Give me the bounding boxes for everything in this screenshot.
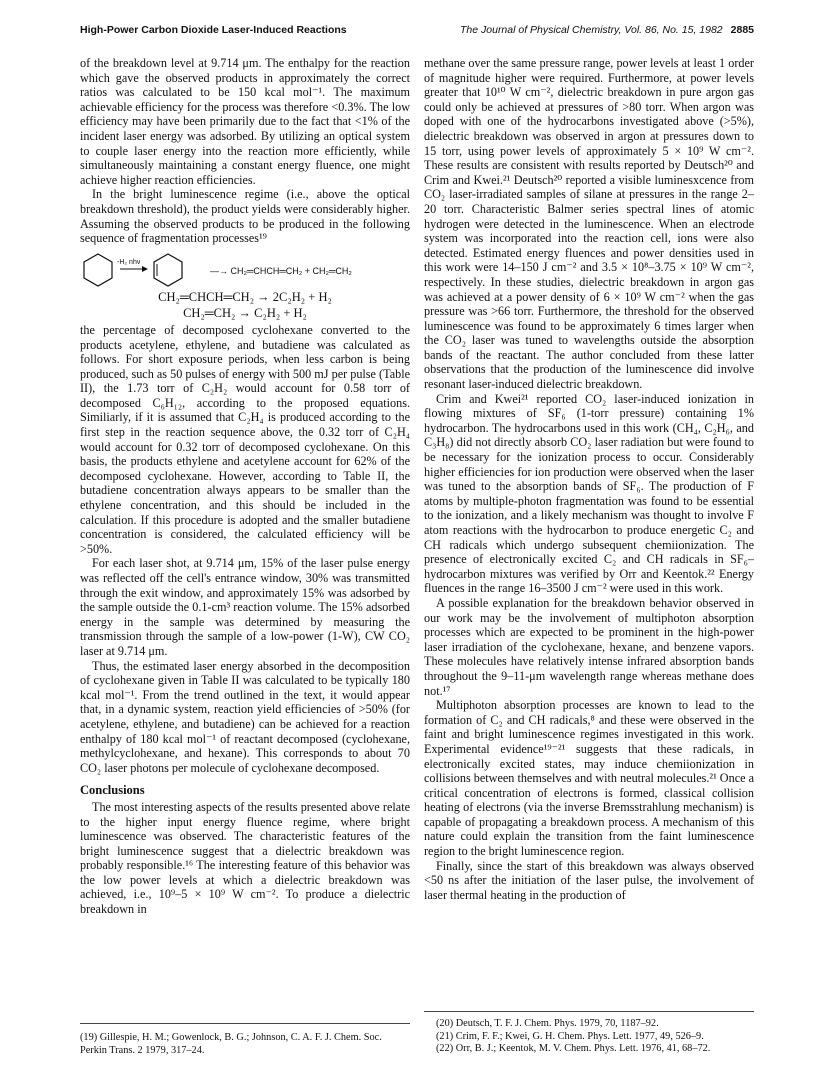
left-column <box>80 56 410 917</box>
paragraph: the percentage of decomposed cyclohexane converted to the products acetylene, ethylene, and butadiene was calculated as follows. For short exposure periods, when less carbon is being produced, such as 50 pulses of energy with 500 mJ per pulse (Table II), the 1.73 torr of C₂H₂ would account for 0.58 torr of decomposed C₆H₁₂, according to the proposed equations. Similiarly, if it is assumed that C₂H₄ is produced according to the first step in the reaction sequence above, the 0.32 torr of C₂H₄ would account for 0.32 torr of decomposed cyclohexane. On this basis, the products ethylene and acetylene account for 62% of the decomposed cyclohexane. However, according to Table II, the butadiene concentration always appears to be smaller than the ethylene concentration, and this should be included in the calculation. If this procedure is adopted and the smaller butadiene concentration is considered, the calculated efficiency will be >50%. <box>80 322 410 556</box>
footnote: (19) Gillespie, H. M.; Gowenlock, B. G.; Johnson, C. A. F. J. Chem. Soc. Perkin Trans. 2 1979, 317–24. <box>80 1032 382 1056</box>
header-journal <box>460 24 754 36</box>
section-heading: Conclusions <box>80 783 145 798</box>
paragraph: In the bright luminescence regime (i.e., above the optical breakdown threshold), the product yields were considerably higher. Assuming the observed products to be produced in the following sequence of fragmentation processes¹⁹ <box>80 187 410 246</box>
footnote: (22) Orr, B. J.; Keentok, M. V. Chem. Phys. Lett. 1976, 41, 68–72. <box>436 1043 711 1054</box>
reaction-scheme <box>80 252 410 288</box>
scheme-products: —→ CH₂═CHCH═CH₂ + CH₂═CH₂ <box>210 265 352 276</box>
equation: CH₂═CH₂ → C₂H₂ + H₂ <box>183 306 307 321</box>
paragraph: A possible explanation for the breakdown behavior observed in our work may be the involvement of multiphoton absorption processes which are expected to be prominent in the high-power laser irradiation of the cyclohexane, hexane, and benzene vapors. These molecules have relatively intense infrared absorption bands throughout the 9–11-μm wavelength range whereas methane does not.¹⁷ <box>424 595 754 698</box>
footnote: (21) Crim, F. F.; Kwei, G. H. Chem. Phys. Lett. 1977, 49, 526–9. <box>436 1030 704 1042</box>
equation: CH₂═CHCH═CH₂ → 2C₂H₂ + H₂ <box>158 289 332 304</box>
header-title: High-Power Carbon Dioxide Laser-Induced Reactions <box>80 24 347 36</box>
footnote: (20) Deutsch, T. F. J. Chem. Phys. 1979, 70, 1187–92. <box>436 1018 659 1029</box>
footnotes-right <box>424 1011 754 1056</box>
running-header <box>80 24 754 40</box>
page-number: 2885 <box>730 24 754 36</box>
paragraph: Multiphoton absorption processes are known to lead to the formation of C₂ and CH radicals,⁸ and these were observed in the faint and bright luminescence regimes investigated in this work. Experimental evidence¹⁹⁻²¹ suggests that these radicals, in electronically excited states, may induce chemiionization in collisions between themselves and with neutral molecules.²¹ Once a critical concentration of electrons is formed, classical collision heating of electrons (via the inverse Bremsstrahlung mechanism) is capable of propagating a breakdown process. A mechanism of this nature could explain the transition from the faint luminescence region to the bright luminescence region. <box>424 698 754 859</box>
footnotes-left <box>80 1023 410 1057</box>
paragraph: The most interesting aspects of the results presented above relate to the higher input energy fluence regime, where bright luminescence was observed. The characteristic features of the bright luminescence suggest that a dielectric breakdown was probably responsible.¹⁶ The interesting feature of this behavior was the low power levels at which a dielectric breakdown was achieved, i.e., 10⁹–5 × 10⁹ W cm⁻². To produce a dielectric breakdown in <box>80 799 410 917</box>
right-column <box>424 56 754 902</box>
journal-citation: The Journal of Physical Chemistry, Vol. 86, No. 15, 1982 <box>460 24 723 36</box>
paragraph: Thus, the estimated laser energy absorbed in the decomposition of cyclohexane given in Table II was calculated to be typically 180 kcal mol⁻¹. From the trend outlined in the text, it would appear that, in a dynamic system, reaction yield efficiencies of >50% (for acetylene, ethylene, and butadiene) can be achieved for a reaction enthalpy of 180 kcal mol⁻¹ of reactant decomposed (cyclohexane, methylcyclohexane, and hexane). This corresponds to about 70 CO₂ laser photons per molecule of cyclohexane decomposed. <box>80 658 410 775</box>
paragraph: For each laser shot, at 9.714 μm, 15% of the laser pulse energy was reflected off the cell's entrance window, 30% was transmitted through the exit window, and approximately 15% was adsorbed by the sample outside the 0.1-cm³ reaction volume. The 15% adsorbed energy in the sample was determined by measuring the transmission through the sample of a low-power (1-W), CW CO₂ laser at 9.714 μm. <box>80 556 410 658</box>
cyclohexane-to-cyclohexene-structure <box>80 252 210 288</box>
reaction-arrow-label: -H₂ nhν <box>117 258 141 266</box>
paragraph: methane over the same pressure range, power levels at least 1 order of magnitude higher were required. Furthermore, at power levels greater that 10¹⁰ W cm⁻², dielectric breakdown in pure argon gas could only be achieved at pressures of >80 torr. When argon was doped with one of the hydrocarbons investigated above (>5%), dielectric breakdown was observed in argon at pressures down to 15 torr, using power levels of approximately 5 × 10⁹ W cm⁻². These results are consistent with results reported by Deutsch²⁰ and Crim and Kwei.²¹ Deutsch²⁰ reported a visible luminesxcence from CO₂ laser-irradiated samples of silane at pressures in the range 2–20 torr. Characteristic Balmer series spectral lines of atomic hydrogen were detected in the luminescence. When an electrode system was incorporated into the reaction cell, ions were also detected. Estimated energy fluences and power densities used in this work were 14–150 J cm⁻² and 3.5 × 10⁸–3.75 × 10⁹ W cm⁻², respectively. In these studies, dielectric breakdown in argon gas was achieved at a power density of 6 × 10⁹ W cm⁻² when the gas pressure was >66 torr. Furthermore, the threshold for the observed luminescence was found to be approximately 6 times larger when the CO₂ laser was tuned to wavelengths outside the absorption bands of the reactant. The author concluded from these latter observations that the production of the luminescence did involve resonant laser-induced dielectric breakdown. <box>424 56 754 392</box>
paragraph: of the breakdown level at 9.714 μm. The enthalpy for the reaction which gave the observed products in approximately the correct ratios was calculated to be 150 kcal mol⁻¹. The maximum achievable efficiency for the process was therefore <0.3%. The low efficiency may have been primarily due to the fact that <1% of the incident laser energy was adsorbed. By utilizing an optical system to couple laser energy into the reaction more efficiently, while simultaneously maintaining a constant energy fluence, one might achieve higher reaction efficiencies. <box>80 56 410 187</box>
paragraph: Finally, since the start of this breakdown was always observed <50 ns after the initiation of the laser pulse, the involvement of laser thermal heating in the production of <box>424 858 754 902</box>
paragraph: Crim and Kwei²¹ reported CO₂ laser-induced ionization in flowing mixtures of SF₆ (1-torr pressure) containing 1% hydrocarbon. The hydrocarbons used in this work (CH₄, C₂H₆, and C₃H₈) did not directly absorb CO₂ laser radiation but were found to be necessary for the ionization process to occur. Considerably higher efficiencies for ion production were observed when the laser was tuned to the absorption bands of SF₆. The production of F atoms by multiple-photon fragmentation was found to be essential to the ionization, and a likely mechanism was thought to involve F atom reactions with the hydrocarbon to produce energetic C₂ and CH radicals which undergo subsequent chemiionization. The presence of electronically excited C₂ and CH radicals in SF₆–hydrocarbon mixtures was verified by Orr and Keentok.²² Energy fluences in the range 16–3500 J cm⁻² were used in this work. <box>424 391 754 596</box>
